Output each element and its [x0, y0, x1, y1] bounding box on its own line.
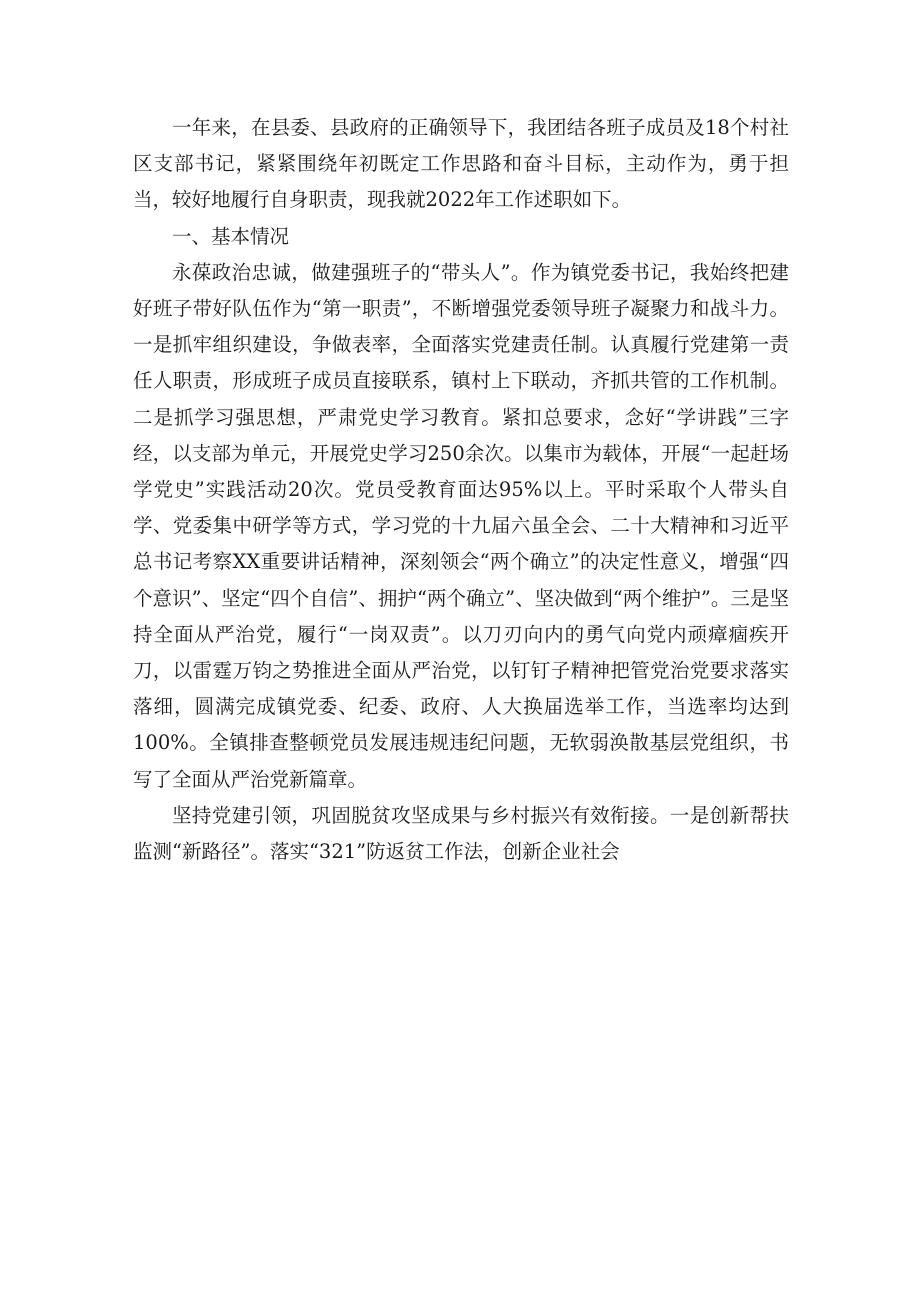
intro-paragraph: 一年来，在县委、县政府的正确领导下，我团结各班子成员及18个村社区支部书记，紧紧围绕年初既定工作思路和奋斗目标，主动作为，勇于担当，较好地履行自身职责，现我就2022年工作述职如下。: [133, 116, 789, 212]
body-paragraph: 永葆政治忠诚，做建强班子的“带头人”。作为镇党委书记，我始终把建好班子带好队伍作为“第一职责”，不断增强党委领导班子凝聚力和战斗力。一是抓牢组织建设，争做表率，全面落实党建责任制。认真履行党建第一责任人职责，形成班子成员直接联系，镇村上下联动，齐抓共管的工作机制。二是抓学习强思想，严肃党史学习教育。紧扣总要求，念好“学讲践”三字经，以支部为单元，开展党史学习250余次。以集市为载体，开展“一起赶场学党史”实践活动20次。党员受教育面达95%以上。平时采取个人带头自学、党委集中研学等方式，学习党的十九届六虽全会、二十大精神和习近平总书记考察XX重要讲话精神，深刻领会“两个确立”的决定性意义，增强“四个意识”、坚定“四个自信”、拥护“两个确立”、坚决做到“两个维护”。三是坚持全面从严治党，履行“一岗双责”。以刀刃向内的勇气向党内顽瘴痼疾开刀，以雷霆万钧之势推进全面从严治党，以钉钉子精神把管党治党要求落实落细，圆满完成镇党委、纪委、政府、人大换届选举工作，当选率均达到100%。全镇排查整顿党员发展违规违纪问题，无软弱涣散基层党组织，书写了全面从严治党新篇章。: [133, 260, 789, 791]
section-heading: 一、基本情况: [172, 224, 290, 248]
document-body: [133, 110, 789, 870]
body-paragraph: 坚持党建引领，巩固脱贫攻坚成果与乡村振兴有效衔接。一是创新帮扶监测“新路径”。落实“321”防返贫工作法，创新企业社会: [133, 803, 789, 864]
